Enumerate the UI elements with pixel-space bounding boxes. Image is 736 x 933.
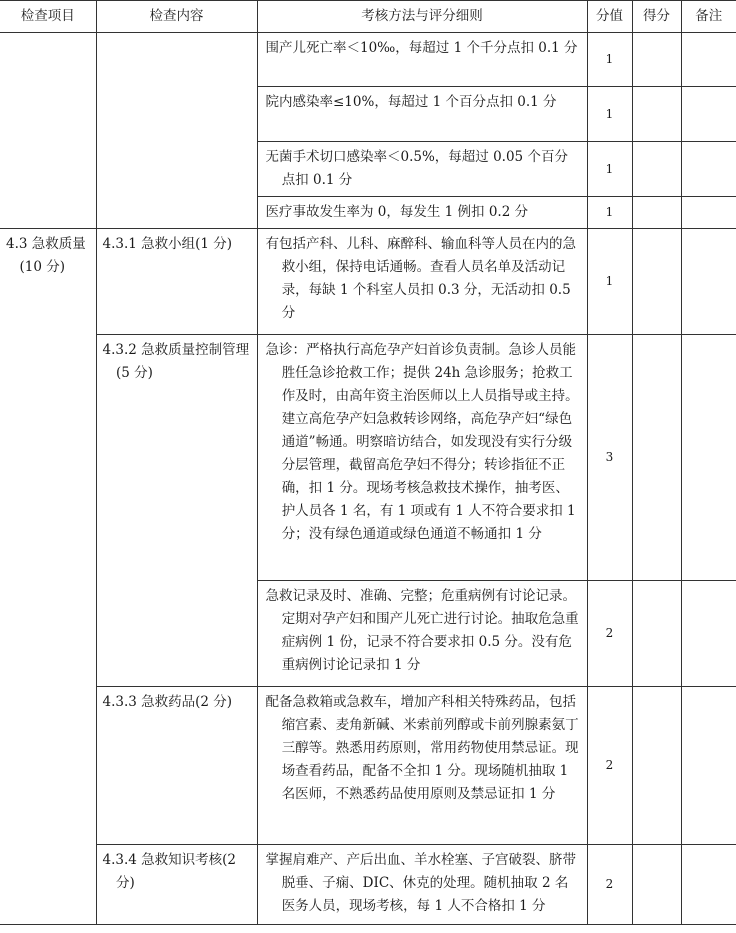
method-cell xyxy=(257,335,587,581)
got-cell xyxy=(632,197,681,229)
note-cell xyxy=(681,335,736,581)
section-item-cell xyxy=(0,229,96,925)
score-cell: 2 xyxy=(587,687,632,845)
header-method: 考核方法与评分细则 xyxy=(257,1,587,33)
method-text: 围产儿死亡率＜10‰，每超过 1 个千分点扣 0.1 分 xyxy=(265,40,578,56)
score-cell: 2 xyxy=(587,845,632,925)
header-score: 分值 xyxy=(587,1,632,33)
note-cell xyxy=(681,33,736,87)
method-cell xyxy=(257,845,587,925)
note-cell xyxy=(681,229,736,335)
method-text: 无菌手术切口感染率＜0.5%，每超过 0.05 个百分点扣 0.1 分 xyxy=(265,149,568,188)
method-cell xyxy=(257,229,587,335)
method-text: 急诊：严格执行高危孕产妇首诊负责制。急诊人员能胜任急诊抢救工作；提供 24h 急诊服务；抢救工作及时，由高年资主治医师以上人员指导或主持。建立高危孕产妇急救转诊网络，高危孕产妇“绿色通道”畅通。明察暗访结合，如发现没有实行分级分层管理，截留高危孕妇不得分；转诊指征不正确，扣 1 分。现场考核急救技术操作，抽考医、护人员各 1 名，有 1 项或有 1 人不符合要求扣 1 分；没有绿色通道或绿色通道不畅通扣 1 分 xyxy=(265,342,579,542)
got-cell xyxy=(632,845,681,925)
method-cell xyxy=(257,87,587,142)
header-got: 得分 xyxy=(632,1,681,33)
method-text: 院内感染率≤10%，每超过 1 个百分点扣 0.1 分 xyxy=(265,94,557,110)
method-cell xyxy=(257,581,587,687)
score-cell: 1 xyxy=(587,197,632,229)
score-cell: 3 xyxy=(587,335,632,581)
method-cell xyxy=(257,142,587,197)
got-cell xyxy=(632,581,681,687)
header-item: 检查项目 xyxy=(0,1,96,33)
content-cell xyxy=(96,845,257,925)
score-cell: 1 xyxy=(587,142,632,197)
method-cell xyxy=(257,33,587,87)
table-header-row xyxy=(0,1,736,33)
got-cell xyxy=(632,687,681,845)
header-content: 检查内容 xyxy=(96,1,257,33)
note-cell xyxy=(681,687,736,845)
section-item-label: 4.3 急救质量(10 分) xyxy=(6,236,86,275)
content-text: 4.3.1 急救小组(1 分) xyxy=(102,236,233,252)
method-text: 医疗事故发生率为 0，每发生 1 例扣 0.2 分 xyxy=(265,204,529,220)
content-cell xyxy=(96,687,257,845)
method-text: 配备急救箱或急救车，增加产科相关特殊药品，包括缩宫素、麦角新碱、米索前列醇或卡前列腺素氨丁三醇等。熟悉用药原则，常用药物使用禁忌证。现场查看药品，配备不全扣 1 分。现场随机抽取 1 名医师，不熟悉药品使用原则及禁忌证扣 1 分 xyxy=(265,694,579,802)
table-row xyxy=(0,33,736,87)
item-cell-continued xyxy=(0,33,96,229)
method-cell xyxy=(257,687,587,845)
table-row xyxy=(0,845,736,925)
content-text: 4.3.2 急救质量控制管理(5 分) xyxy=(102,342,250,381)
method-text: 有包括产科、儿科、麻醉科、输血科等人员在内的急救小组，保持电话通畅。查看人员名单及活动记录，每缺 1 个科室人员扣 0.3 分，无活动扣 0.5 分 xyxy=(265,236,576,321)
score-cell: 1 xyxy=(587,229,632,335)
header-note: 备注 xyxy=(681,1,736,33)
note-cell xyxy=(681,845,736,925)
score-cell: 1 xyxy=(587,33,632,87)
content-cell xyxy=(96,229,257,335)
got-cell xyxy=(632,33,681,87)
method-cell xyxy=(257,197,587,229)
table-row xyxy=(0,335,736,581)
got-cell xyxy=(632,229,681,335)
table-row xyxy=(0,229,736,335)
note-cell xyxy=(681,581,736,687)
table-row xyxy=(0,687,736,845)
content-cell xyxy=(96,335,257,687)
content-cell-continued xyxy=(96,33,257,229)
got-cell xyxy=(632,142,681,197)
got-cell xyxy=(632,335,681,581)
note-cell xyxy=(681,197,736,229)
content-text: 4.3.4 急救知识考核(2 分) xyxy=(102,852,236,891)
method-text: 掌握肩难产、产后出血、羊水栓塞、子宫破裂、脐带脱垂、子痫、DIC、休克的处理。随机抽取 2 名医务人员，现场考核，每 1 人不合格扣 1 分 xyxy=(265,852,576,914)
score-cell: 2 xyxy=(587,581,632,687)
note-cell xyxy=(681,142,736,197)
score-cell: 1 xyxy=(587,87,632,142)
got-cell xyxy=(632,87,681,142)
note-cell xyxy=(681,87,736,142)
content-text: 4.3.3 急救药品(2 分) xyxy=(102,694,233,710)
method-text: 急救记录及时、准确、完整；危重病例有讨论记录。定期对孕产妇和围产儿死亡进行讨论。抽取危急重症病例 1 份，记录不符合要求扣 0.5 分。没有危重病例讨论记录扣 1 分 xyxy=(265,588,579,673)
